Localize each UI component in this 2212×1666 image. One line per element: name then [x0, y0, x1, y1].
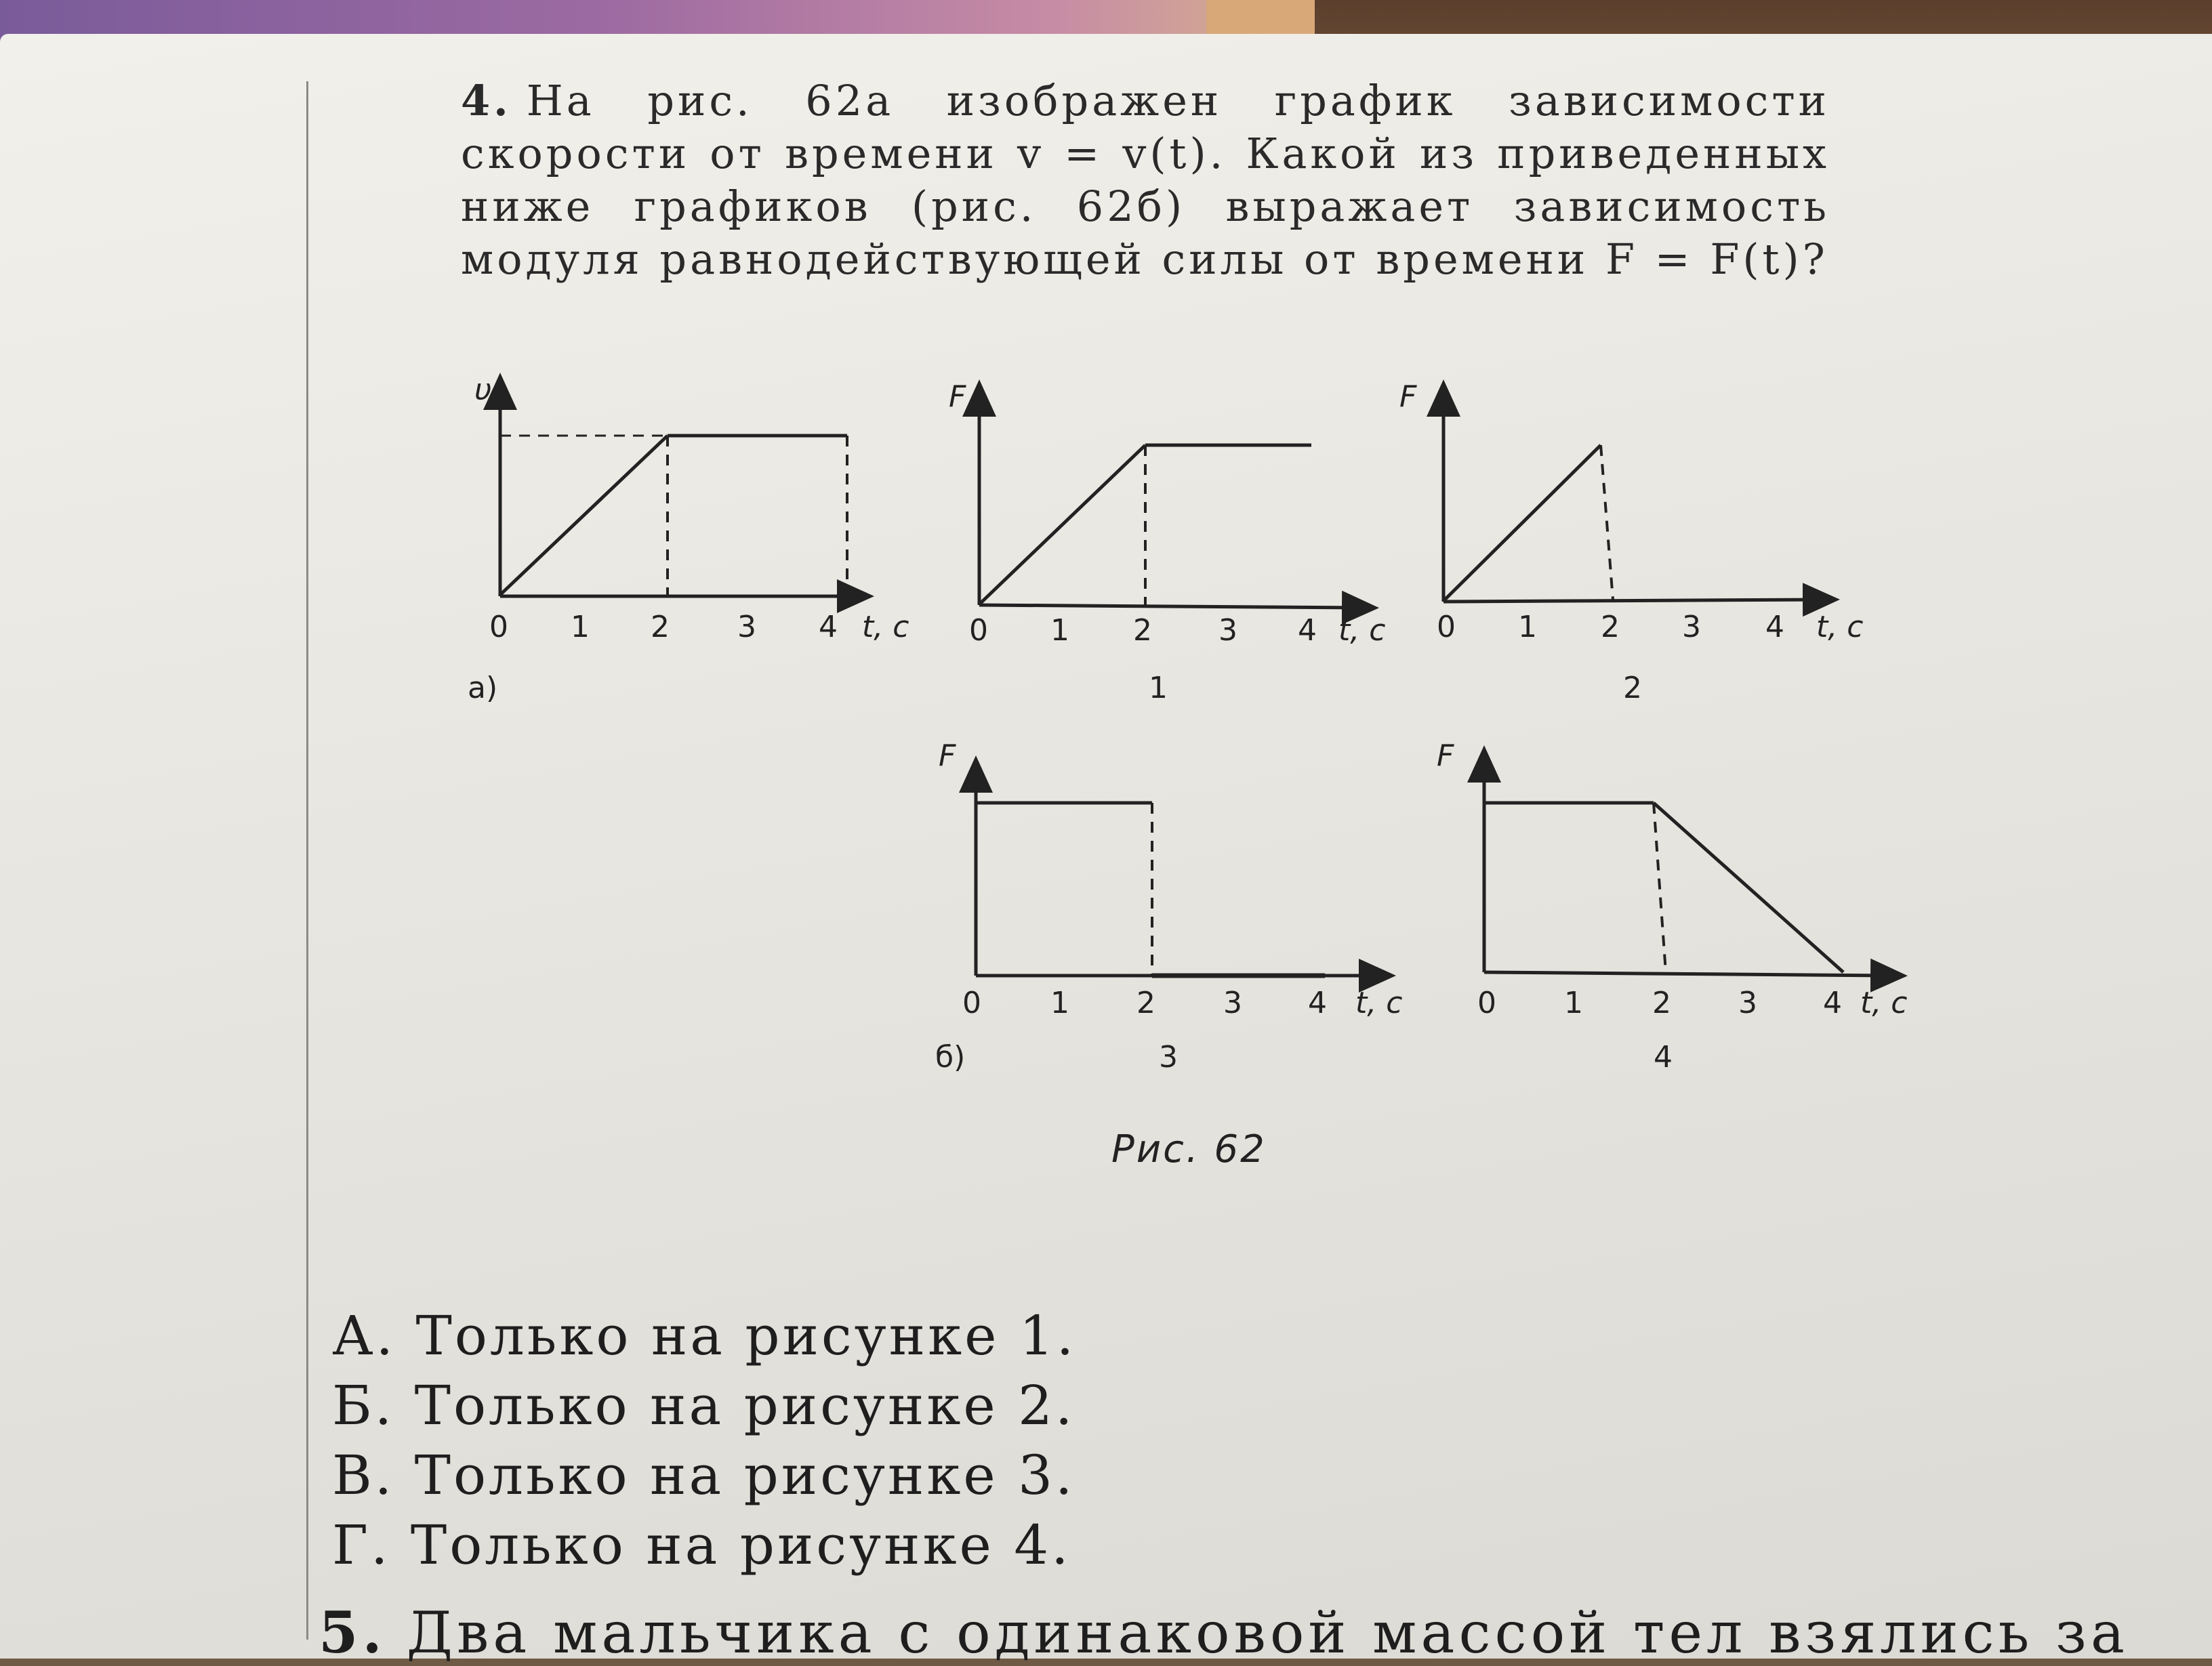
graph-a-curve-rise: [500, 436, 668, 595]
graph-4-curve-decline: [1654, 803, 1843, 972]
graph-1-tick-2: 2: [1133, 613, 1152, 648]
graph-3-tick-0: 0: [962, 986, 981, 1020]
graph-1-tick-0: 0: [969, 613, 988, 648]
graph-2-tick-2: 2: [1601, 610, 1620, 644]
graph-2-x-label: t, c: [1816, 610, 1864, 644]
answer-option-a: А. Только на рисунке 1.: [332, 1304, 1077, 1367]
graph-3: [976, 772, 1379, 976]
graph-3-tick-2: 2: [1136, 986, 1155, 1020]
graph-2-curve-rise: [1445, 445, 1601, 600]
figure-caption: Рис. 62: [1111, 1127, 1267, 1171]
problem-5: [319, 1599, 2129, 1666]
group-b-caption: б): [935, 1040, 966, 1075]
graph-1-y-label: F: [949, 379, 966, 414]
answer-option-v: В. Только на рисунке 3.: [332, 1444, 1076, 1507]
graph-4-caption: 4: [1654, 1040, 1673, 1075]
problem-number: 4.: [461, 76, 512, 125]
graph-1-x-axis: [979, 605, 1362, 608]
answer-option-g: Г. Только на рисунке 4.: [332, 1514, 1071, 1577]
answer-option-b: Б. Только на рисунке 2.: [332, 1374, 1076, 1437]
graph-2-x-axis: [1443, 600, 1823, 602]
graph-4-x-label: t, c: [1860, 986, 1908, 1020]
graph-3-x-label: t, c: [1355, 986, 1403, 1020]
next-problem-number: 5.: [319, 1599, 386, 1666]
graph-3-y-label: F: [939, 738, 956, 773]
answer-options: [332, 1301, 1076, 1580]
graph-1: [979, 396, 1362, 608]
graph-a-caption: а): [468, 671, 498, 705]
graph-a-tick-2: 2: [651, 610, 670, 644]
graph-2: [1443, 396, 1823, 602]
graph-3-tick-3: 3: [1223, 986, 1242, 1020]
graph-a: [500, 390, 857, 596]
next-problem-text: Два мальчика с одинаковой массой тел взялись за: [406, 1600, 2129, 1666]
graph-1-x-label: t, c: [1338, 613, 1386, 648]
graph-3-tick-1: 1: [1050, 986, 1069, 1020]
graph-4-tick-3: 3: [1738, 986, 1757, 1020]
graph-2-y-label: F: [1399, 379, 1417, 414]
graph-2-drop-2: [1601, 445, 1613, 600]
graph-4-tick-2: 2: [1652, 986, 1671, 1020]
graph-4-tick-1: 1: [1564, 986, 1583, 1020]
graph-4: [1484, 762, 1891, 976]
graph-3-tick-4: 4: [1308, 986, 1327, 1020]
graph-2-tick-3: 3: [1682, 610, 1701, 644]
graph-4-tick-4: 4: [1823, 986, 1842, 1020]
graph-4-y-label: F: [1437, 738, 1454, 773]
graph-1-tick-1: 1: [1050, 613, 1069, 648]
graph-a-y-label: υ: [474, 373, 492, 407]
graph-4-tick-0: 0: [1477, 986, 1496, 1020]
graph-1-tick-4: 4: [1298, 613, 1317, 648]
graph-a-x-label: t, c: [862, 610, 909, 644]
graph-a-tick-0: 0: [489, 610, 508, 644]
graph-2-caption: 2: [1623, 671, 1642, 705]
problem-text: На рис. 62а изображен график зависимости скорости от времени v = v(t). Какой из приведенных ниже графиков (рис. 62б) выражает зависимость модуля равнодействующей силы от времени F = F(t)?: [461, 76, 1830, 284]
graph-3-caption: 3: [1159, 1040, 1178, 1075]
graph-a-tick-4: 4: [819, 610, 838, 644]
graph-2-tick-0: 0: [1437, 610, 1456, 644]
graph-a-tick-3: 3: [737, 610, 756, 644]
graph-4-drop-2: [1654, 803, 1666, 972]
graph-1-caption: 1: [1149, 671, 1168, 705]
graph-2-tick-1: 1: [1518, 610, 1537, 644]
graph-2-tick-4: 4: [1765, 610, 1784, 644]
graph-a-tick-1: 1: [571, 610, 590, 644]
graph-1-tick-3: 3: [1218, 613, 1237, 648]
graph-1-curve-rise: [981, 445, 1145, 603]
graph-4-x-axis: [1484, 972, 1891, 976]
